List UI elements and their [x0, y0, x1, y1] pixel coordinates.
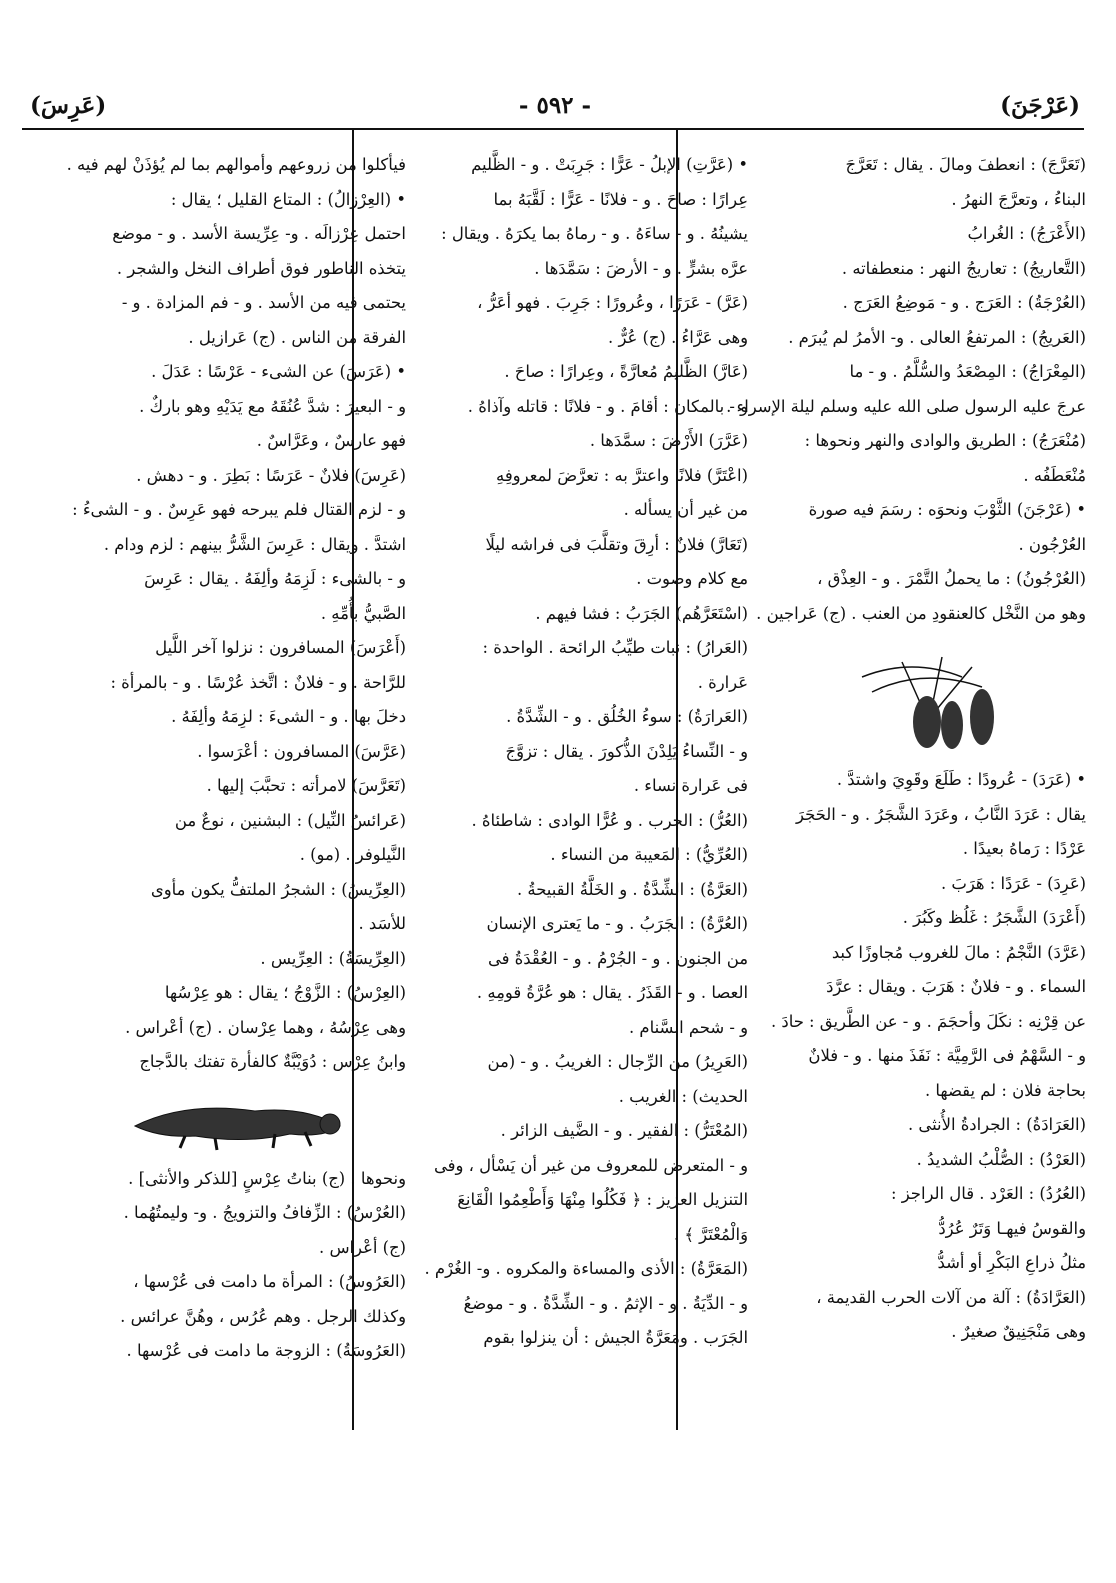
text-line: مثلُ ذراعِ البَكْرِ أو أشدُّ: [937, 1253, 1086, 1272]
text-line: و - شحم السَّنام .: [629, 1017, 748, 1037]
text-line: (تَعَارَّ) فلانٌ : أرِقَ وتقلَّبَ فى فراشه ليلًا: [485, 534, 748, 554]
text-line: العصا . و - القَذَرُ . يقال : هو عُرَّةُ قومِهِ .: [476, 983, 748, 1002]
text-line: (اسْتَعَرَّهُم) الجَرَبُ : فشا فيهم .: [535, 603, 748, 623]
text-line: و - السَّهْمُ فى الرَّمِيَّة : نَفَذَ منها . و - فلانٌ: [808, 1046, 1086, 1065]
text-line: (تَعَرَّسَ) لامرأته : تحبَّبَ إليها .: [206, 776, 406, 795]
text-line: (العِرِّيسَةُ) : العِرِّيس .: [260, 948, 406, 968]
text-line: وهو من النَّخْل كالعنقودِ من العنب . (ج) عَراجين .: [756, 603, 1086, 623]
text-line: وهى مَنْجَنِيقٌ صغيرٌ .: [951, 1322, 1086, 1341]
text-line: (العُرُّ) : الجرب . و عُرًّا الوادى : شاطئاهُ .: [471, 810, 748, 830]
text-line: (اعْتَرَّ) فلانًا واعترَّ به : تعرَّضَ لمعروفِهِ: [496, 465, 748, 485]
text-line: و - بالشىء : لَزِمَهُ وألِفَهُ . يقال : عَرِسَ: [144, 569, 406, 588]
text-line: عَرْدًا : رَماهُ بعيدًا .: [962, 839, 1086, 858]
text-line: (العُرْجَةُ) : العَرَج . و - مَوضِعُ العَرَج .: [842, 293, 1086, 312]
text-line: من غير أن يسأله .: [623, 500, 748, 519]
text-line: (عَرَّسَ) المسافرون : أعْرَسوا .: [197, 741, 406, 761]
text-line: (العِرِّيسُ) : الشجرُ الملتفُّ يكون مأوى: [150, 879, 406, 899]
text-line: وهى عَرَّاءُ . (ج) عُرٌّ .: [608, 327, 748, 347]
text-line: احتمل عِرْزالَه . و- عِرِّيسة الأسد . و - موضع: [112, 224, 406, 243]
header-rule: [22, 128, 1084, 130]
text-line: فيأكلوا من زروعهم وأموالهم بما لم يُؤذَنْ لهم فيه .: [66, 155, 406, 174]
text-line: (العُرْسُ) : الزِّفافُ والتزويجُ . و- وليمتُهُما .: [123, 1203, 406, 1222]
text-line: الحديث) : الغريب .: [618, 1086, 748, 1106]
text-line: و - الدِّيَةُ . و - الإثمُ . و - الشِّدَّةُ . و - موضعُ: [463, 1293, 748, 1313]
text-line: (المَعَرَّةُ) : الأذى والمساءة والمكروه . و- الغُرْم .: [424, 1259, 748, 1278]
text-line: والقوسُ فيهـا وَتَرٌ عُرُدُّ: [938, 1218, 1086, 1238]
text-line: (العَريجُ) : المرتفعُ العالى . و- الأمرُ لم يُبرَم .: [788, 327, 1086, 347]
text-line: (العُرُدُ) : العَرْد . قال الراجز :: [891, 1184, 1086, 1203]
text-line: (العُرْجُونُ) : ما يحملُ التَّمْرَ . و - العِذْق ،: [817, 569, 1086, 588]
text-line: يشينُهُ . و - ساءَهُ . و - رماهُ بما يكرَهُ . ويقال :: [441, 224, 748, 243]
text-line: (العَرُوسَةُ) : الزوجة ما دامت فى عُرْسها .: [126, 1341, 406, 1360]
text-line: (أَعْرَدَ) الشَّجَرُ : غَلُظ وكَبُرَ .: [902, 908, 1086, 927]
header-right-word: (عَرْجَنَ): [1000, 92, 1080, 119]
text-line: (ج) أعْراس .: [319, 1237, 406, 1257]
text-line: من الجنون . و - الجُرْمُ . و - العُقْدَةُ فى: [487, 948, 748, 968]
text-line: عرجَ عليه الرسول صلى الله عليه وسلم ليلة الإسراء .: [726, 396, 1086, 416]
text-line: (العَرْدُ) : الصُّلْبُ الشديدُ .: [916, 1149, 1086, 1169]
weasel-illustration: [125, 1086, 365, 1156]
text-line: (عَارَّ) الظَّليمُ مُعارَّةً ، وعِرارًا : صاحَ .: [504, 362, 748, 381]
text-line: يحتمى فيه من الأسد . و - فم المزادة . و -: [121, 293, 406, 312]
text-line: (عَرِسَ) فلانٌ - عَرَسًا : بَطِرَ . و - دهش .: [136, 465, 406, 485]
text-line: وابنُ عِرْس : دُوَيْبَّةٌ كالفأرة تفتك بالدَّجاج: [139, 1052, 406, 1071]
text-line: • (عَرَّتِ) الإبلُ - عَرًّا : جَرِبَتْ . و - الظَّليم: [471, 155, 748, 174]
text-line: السماء . و - فلانٌ : هَرَبَ . ويقال : عرَّدَ: [826, 977, 1086, 996]
text-line: • (عَرْجَنَ) الثَّوْبَ ونحوَه : رسَمَ فيه صورة: [808, 500, 1086, 519]
text-line: التنزيل العزيز : ﴿ فَكُلُوا مِنْهَا وَأَطْعِمُوا الْقَانِعَ: [457, 1190, 748, 1209]
text-line: (العُرَّةُ) : الجَرَبُ . و - ما يَعترى الإنسان: [486, 914, 748, 933]
text-line: (المِعْرَاجُ) : المِصْعَدُ والسُّلَّمُ . و - ما: [849, 362, 1086, 381]
text-line: اشتدَّ . ويقال : عَرِسَ الشَّرُّ بينهم : لزم ودام .: [103, 534, 406, 554]
text-line: (تَعَرَّجَ) : انعطفَ ومالَ . يقال : تَعَرَّجَ: [845, 155, 1086, 174]
text-line: (العُرِّيُّ) : المَعيبة من النساء .: [550, 845, 748, 864]
text-line: • (العِرْزالُ) : المتاع القليل ؛ يقال :: [170, 189, 406, 209]
text-line: (عَرائسُ النِّيل) : البشنين ، نوعٌ من: [174, 810, 406, 830]
text-line: و - النِّساءُ يَلِدْنَ الذُّكورَ . يقال : تزوَّجَ: [505, 741, 748, 761]
text-line: • (عَرَسَ) عن الشىء - عَرْسًا : عَدَلَ .: [151, 362, 406, 381]
text-line: و - المتعرض للمعروف من غير أن يَسْأل ، وفى: [433, 1155, 748, 1175]
text-line: (العِرْسُ) : الزَّوْجُ ؛ يقال : هو عِرْسُها: [164, 983, 406, 1002]
text-line: (مُنْعَرَجُ) : الطريق والوادى والنهر ونحوها :: [804, 431, 1086, 450]
text-line: (العَرَّادَةُ) : آلة من آلات الحرب القديمة ،: [816, 1287, 1086, 1307]
text-line: (العَرُوسُ) : المرأة ما دامت فى عُرْسها ،: [133, 1272, 406, 1291]
text-line: مع كلام وصوت .: [636, 569, 748, 588]
text-line: (عَرِدَ) - عَرَدًا : هَرَبَ .: [940, 873, 1086, 893]
column-left: [66, 148, 406, 1438]
header-left-word: (عَرِسَ): [30, 92, 107, 119]
text-line: وهى عِرْسُهُ ، وهما عِرْسان . (ج) أعْراس .: [125, 1017, 406, 1037]
text-line: (عَرَّ) - عَرَرًا ، وعُرورًا : جَرِبَ . فهو أعَرُّ ،: [477, 293, 748, 312]
text-line: (المُعْتَرُّ) : الفقير . و - الضَّيف الزائر .: [500, 1121, 748, 1140]
text-line: البناءُ ، وتعرَّجَ النهرُ .: [951, 189, 1086, 209]
palm-cluster-illustration: [842, 637, 1012, 757]
text-line: عِرارًا : صاحَ . و - فلانًا - عَرًّا : لَقَّبَهُ بما: [493, 189, 748, 209]
column-right: [726, 148, 1086, 1438]
text-line: (الأَعْرَجُ) : الغُرابُ: [967, 224, 1086, 243]
text-line: (العَرارَةُ) : سوءُ الخُلُق . و - الشِّدَّةُ .: [506, 707, 748, 726]
text-line: للأسَد .: [358, 914, 406, 933]
text-line: عرَّه بشرٍّ . و - الأرضَ : سَمَّدَها .: [534, 258, 748, 278]
text-line: فى عَرارة نساء .: [633, 776, 748, 795]
text-line: و - البعيرَ : شدَّ عُنُقَهُ مع يَدَيْهِ وهو باركٌ .: [139, 396, 406, 416]
text-line: وَالْمُعْتَرَّ ﴾ .: [673, 1224, 748, 1244]
text-line: وكذلك الرجل . وهم عُرُس ، وهُنَّ عرائس .: [120, 1306, 406, 1326]
text-line: الصَّبيُّ بأُمِّهِ .: [320, 603, 406, 623]
text-line: (العَرَّةُ) : الشِّدَّةُ . و الخَلَّةُ القبيحةُ .: [516, 879, 748, 899]
text-line: (العَرَادَةُ) : الجرادةُ الأُنثى .: [908, 1115, 1086, 1134]
text-line: النَّيلوفر . (مو) .: [299, 845, 406, 864]
text-line: (العَرِيرُ) من الرِّجال : الغريبُ . و - (من: [487, 1052, 748, 1071]
text-line: الفرقة من الناس . (ج) عَرازيل .: [188, 327, 406, 347]
text-line: و - بالمكان : أقامَ . و - فلانًا : قاتله وآذاهُ .: [467, 396, 748, 416]
text-line: ونحوها . (ج) بناتُ عِرْسٍ [للذكر والأنثى] .: [128, 1168, 406, 1188]
text-line: (التَّعاريجُ) : تعاريجُ النهر : منعطفاته .: [841, 258, 1086, 278]
column-middle: [424, 148, 748, 1438]
text-line: يتخذه الناطور فوق أطراف النخل والشجر .: [116, 258, 406, 278]
text-line: للرَّاحة . و - فلانٌ : اتَّخذ عُرْسًا . و - بالمرأة :: [110, 672, 406, 692]
text-line: عَرارة .: [697, 672, 748, 692]
text-line: العُرْجُون .: [1018, 534, 1086, 554]
text-line: بحاجة فلان : لم يقضها .: [924, 1080, 1086, 1100]
text-line: الجَرَب . ومَعَرَّةُ الجيش : أن ينزلوا بقوم: [483, 1328, 748, 1347]
text-line: يقال : عَرَدَ النَّابُ ، وعَرَدَ الشَّجَرُ . و - الحَجَرَ: [796, 804, 1086, 824]
text-line: و - لزم القتال فلم يبرحه فهو عَرِسٌ . و - الشىءُ :: [72, 500, 406, 519]
text-line: فهو عارسٌ ، وعَرَّاسٌ .: [256, 431, 406, 450]
page-header: [30, 92, 1080, 126]
text-line: مُنْعَطَفُه .: [1023, 465, 1086, 485]
text-line: عن قِرْنِه : نكَلَ وأحجَمَ . و - عن الطَّريق : حادَ .: [771, 1011, 1086, 1031]
page-number: - ٥٩٢ -: [518, 92, 592, 119]
text-line: (العَرارُ) : نبات طيِّبُ الرائحة . الواحدة :: [482, 638, 748, 657]
text-line: • (عَرَدَ) - عُرودًا : طَلَعَ وقَوِيَ واشتدَّ .: [836, 770, 1086, 789]
text-line: دخلَ بها . و - الشىءَ : لزِمَهُ وألِفَهُ .: [171, 707, 406, 726]
text-line: (عَرَّدَ) النَّجْمُ : مالَ للغروب مُجاوزًا كبد: [831, 942, 1086, 962]
text-line: (عَرَّرَ) الأَرْضَ : سمَّدَها .: [589, 431, 748, 450]
text-line: (أَعْرَسَ) المسافرون : نزلوا آخر اللَّيل: [155, 638, 406, 657]
